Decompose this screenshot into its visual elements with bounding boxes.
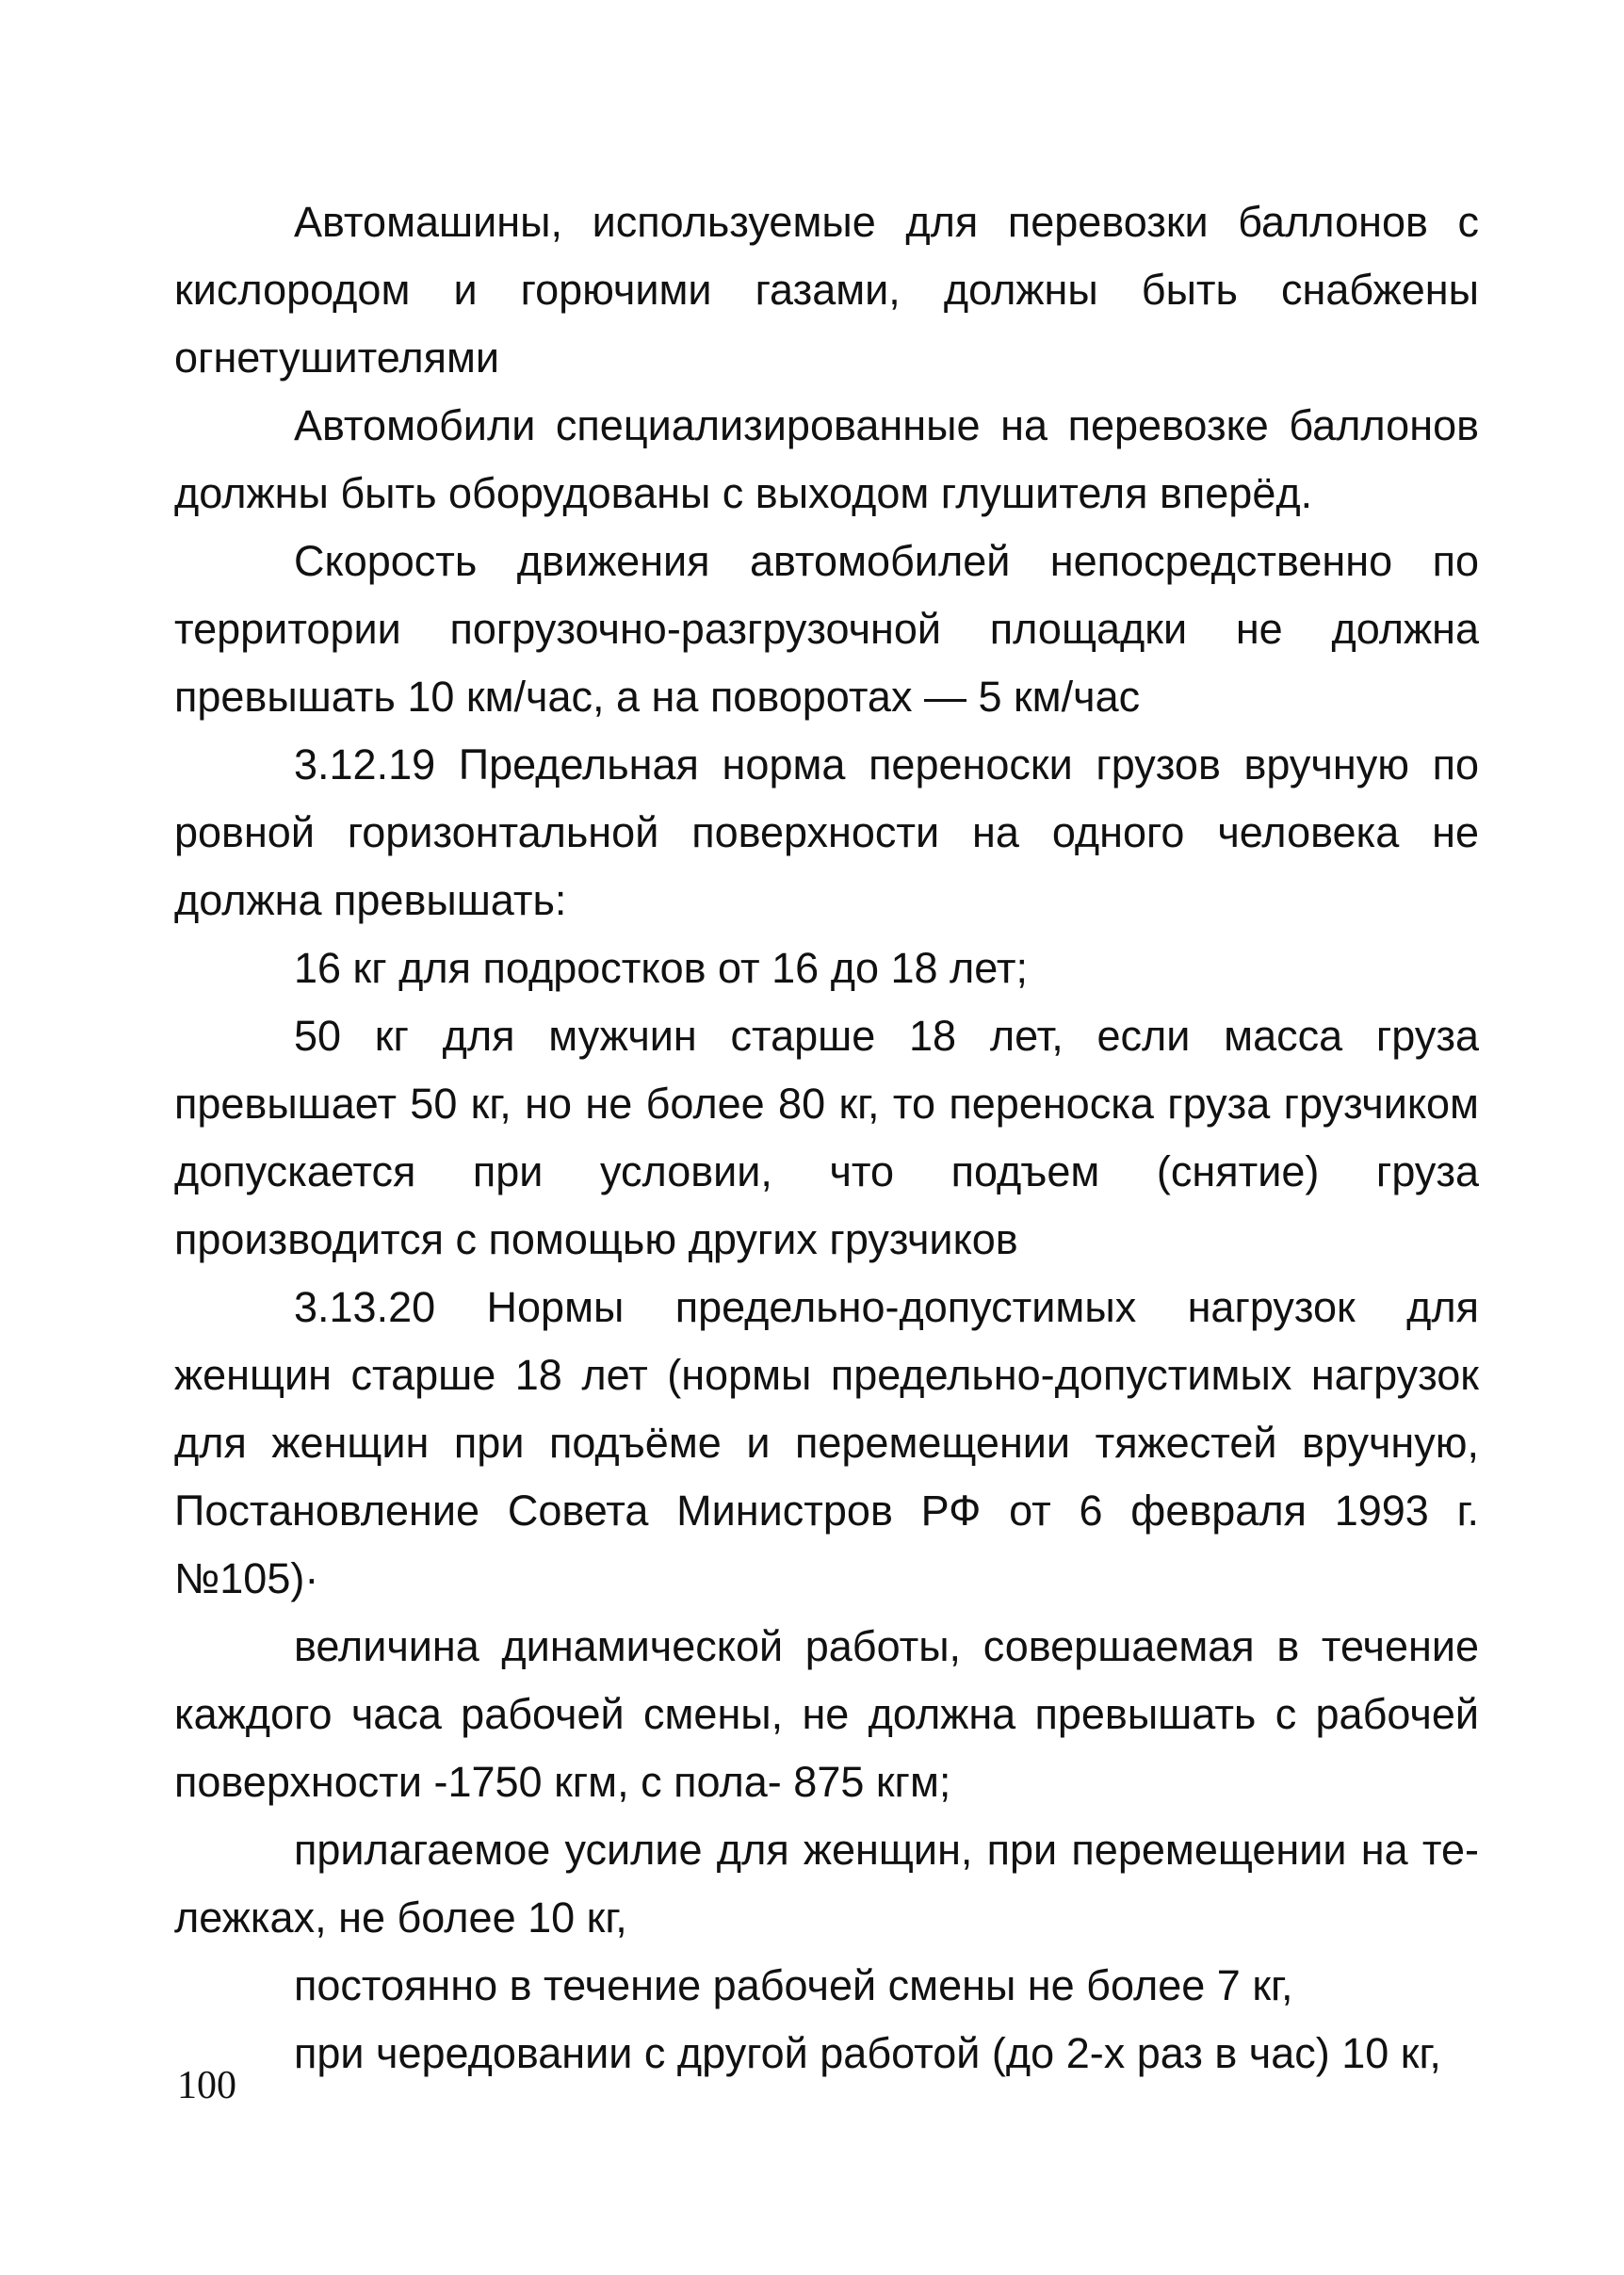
- paragraph-teenagers-limit: 16 кг для подростков от 16 до 18 лет;: [294, 944, 1028, 992]
- paragraph-trolley-force: прилагаемое усилие для женщин, при перемещении на тележках, не более 10 кг,: [174, 1826, 1479, 1942]
- paragraph-exhaust-forward: Автомобили специализированные на перевозке баллонов должны быть оборудованы с выходом глушителя вперёд.: [174, 401, 1479, 517]
- body-text: [174, 188, 1479, 2088]
- paragraph-3-13-20: 3.13.20 Нормы предельно-допустимых нагрузок для женщин старше 18 лет (нормы предельно-допустимых нагрузок для женщин при подъёме и перемещении тяжестей вручную, Постановление Совета Министров РФ от 6 февраля 1993 г. №105)·: [174, 1283, 1479, 1602]
- paragraph-alternating-work: при чередовании с другой работой (до 2-х раз в час) 10 кг,: [294, 2029, 1441, 2077]
- paragraph-constant-shift: постоянно в течение рабочей смены не более 7 кг,: [294, 1961, 1293, 2009]
- paragraph-dynamic-work: величина динамической работы, совершаемая в течение каждого часа рабочей смены, не должна превышать с рабочей поверхности -1750 кгм, с пола- 875 кгм;: [174, 1622, 1479, 1806]
- paragraph-3-12-19: 3.12.19 Предельная норма переноски грузов вручную по ровной горизонтальной поверхности на одного человека не должна превышать:: [174, 740, 1479, 924]
- paragraph-men-limit: 50 кг для мужчин старше 18 лет, если масса груза превышает 50 кг, но не более 80 кг, то переноска груза грузчиком допускается при условии, что подъем (снятие) груза производится с помощью других грузчиков: [174, 1012, 1479, 1263]
- paragraph-speed-limit: Скорость движения автомобилей непосредственно по территории погрузочно-разгрузочной площадки не должна превышать 10 км/час, а на поворотах — 5 км/час: [174, 537, 1479, 721]
- page-number: 100: [177, 2064, 236, 2107]
- paragraph-fire-extinguishers: Автомашины, используемые для перевозки баллонов с кислородом и горючими газами, должны быть снабжены огнетушителями: [174, 198, 1479, 382]
